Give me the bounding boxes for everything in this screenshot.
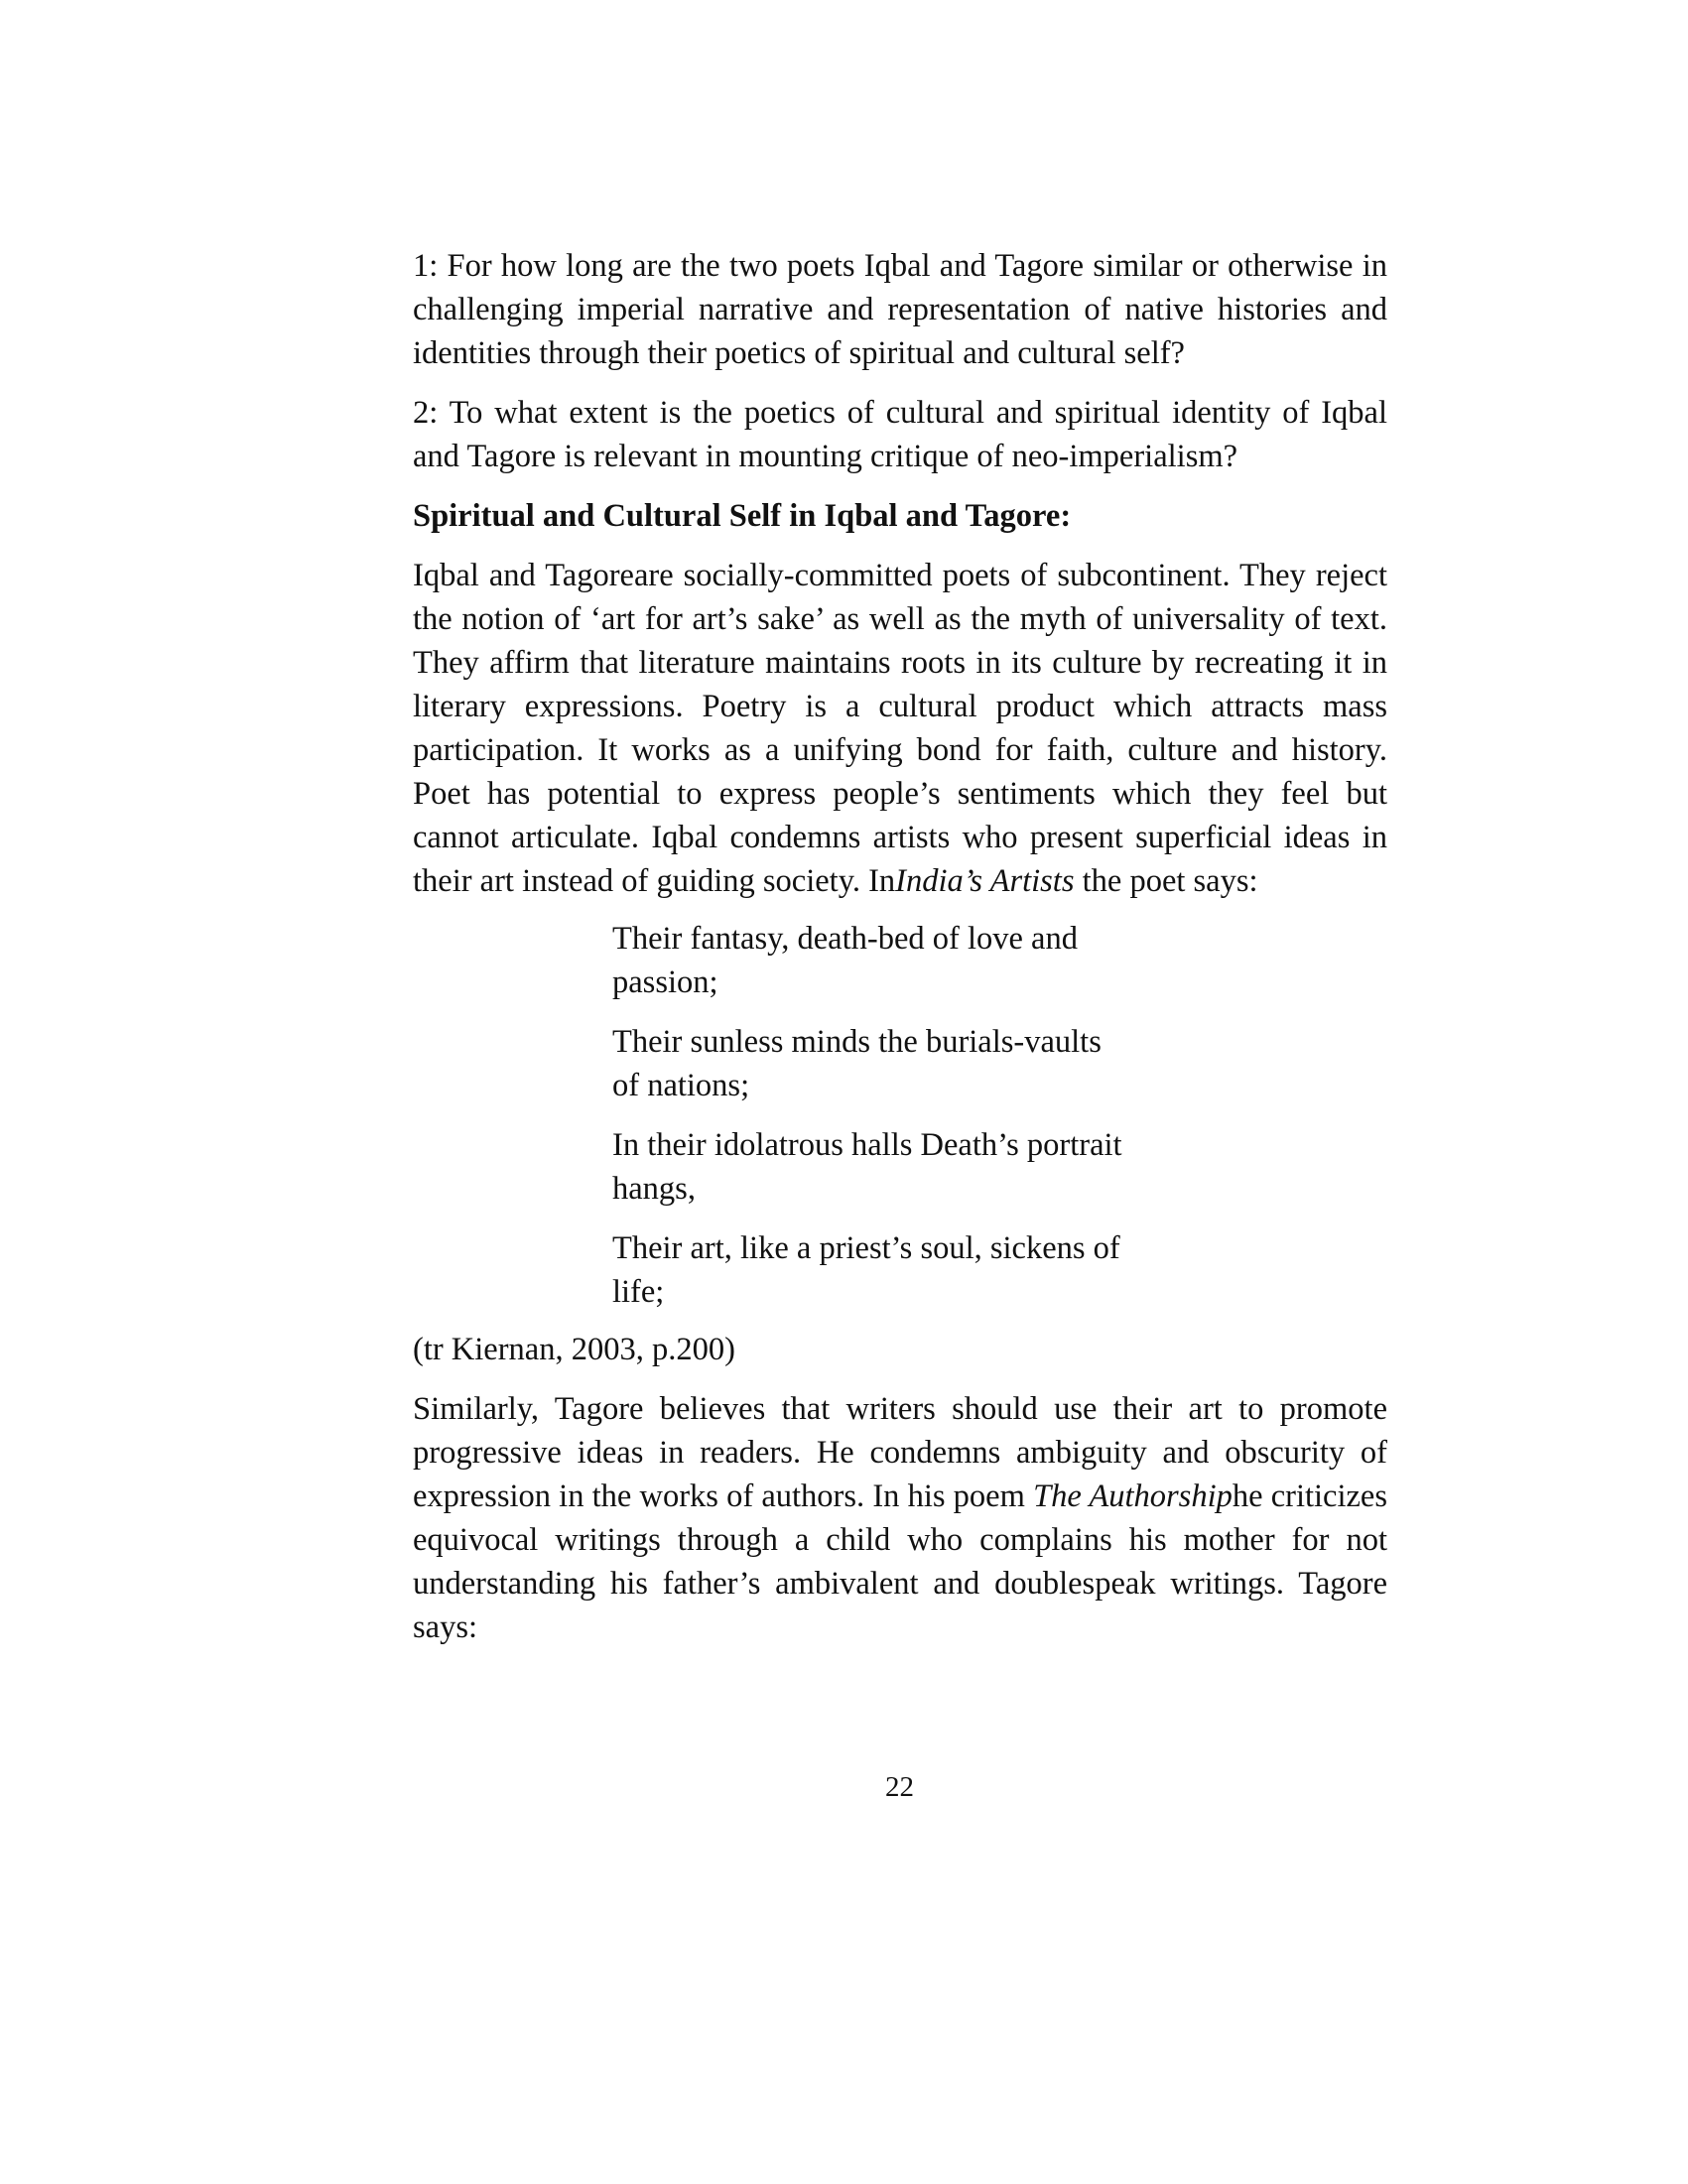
poem-line: In their idolatrous halls Death’s portrait hangs, (612, 1127, 1122, 1207)
paragraph-1-text-end: the poet says: (1074, 863, 1258, 899)
citation: (tr Kiernan, 2003, p.200) (413, 1332, 735, 1367)
paragraph-2-text-end: he criticizes equivocal writings through a child who complains his mother for not understanding his father’s ambivalent and doublespeak writings. Tagore says: (413, 1478, 1387, 1645)
poem-title-indias-artists: India’s Artists (895, 863, 1075, 899)
body-paragraph-2 (413, 1387, 1387, 1649)
page-number: 22 (885, 1771, 914, 1803)
poem-title-the-authorship: The Authorship (1033, 1478, 1233, 1514)
paragraph-1-text: Iqbal and Tagoreare socially-committed poets of subcontinent. They reject the notion of ‘art for art’s sake’ as well as the myth of universality of text. They affirm that literature maintains roots in its culture by recreating it in literary expressions. Poetry is a cultural product which attracts mass participation. It works as a unifying bond for faith, culture and history. Poet has potential to express people’s sentiments which they feel but cannot articulate. Iqbal condemns artists who present superficial ideas in their art instead of guiding society. In (413, 558, 1387, 899)
section-heading: Spiritual and Cultural Self in Iqbal and Tagore: (413, 498, 1072, 534)
poem-line: Their art, like a priest’s soul, sickens of life; (612, 1230, 1120, 1310)
page-content (413, 244, 1387, 1649)
body-paragraph-1 (413, 554, 1387, 903)
research-question-1: 1: For how long are the two poets Iqbal and Tagore similar or otherwise in challenging imperial narrative and representation of native histories and identities through their poetics of spiritual and cultural self? (413, 248, 1387, 371)
research-question-2: 2: To what extent is the poetics of cultural and spiritual identity of Iqbal and Tagore is relevant in mounting critique of neo-imperialism? (413, 395, 1387, 474)
poem-quotation (612, 917, 1128, 1314)
poem-line: Their fantasy, death-bed of love and passion; (612, 921, 1078, 1000)
paragraph-2-text: Similarly, Tagore believes that writers should use their art to promote progressive ideas in readers. He condemns ambiguity and obscurity of expression in the works of authors. In his poem (413, 1391, 1387, 1514)
poem-line: Their sunless minds the burials-vaults of nations; (612, 1024, 1102, 1103)
